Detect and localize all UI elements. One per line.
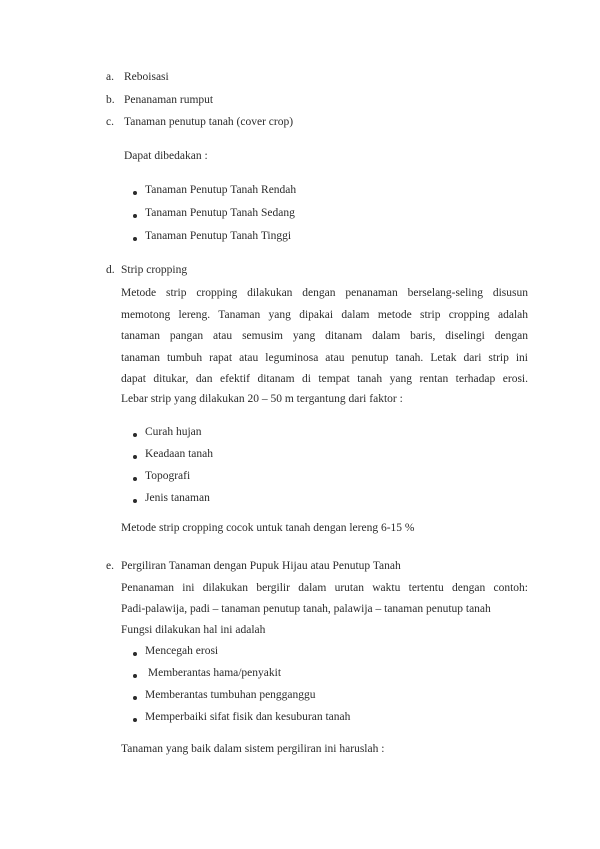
function-memperbaiki-sifat: Memperbaiki sifat fisik dan kesuburan tanah [145,711,351,723]
function-memberantas-hama: Memberantas hama/penyakit [145,667,282,679]
factor-keadaan-tanah: Keadaan tanah [145,448,214,460]
bullet-icon [133,696,137,700]
strip-paragraph-line-3: tanaman pangan atau semusim yang ditanam dalam baris, diselingi dengan [121,330,528,342]
rotation-paragraph-line-3: Fungsi dilakukan hal ini adalah [121,624,266,636]
strip-cropping-heading: Strip cropping [121,264,188,276]
strip-paragraph-line-4: tanaman tumbuh rapat atau leguminosa atau penutup tanah. Letak dari strip ini [121,352,528,364]
list-letter-a: a. [106,71,114,83]
factor-curah-hujan: Curah hujan [145,426,202,438]
bullet-icon [133,214,137,218]
strip-paragraph-line-6: Lebar strip yang dilakukan 20 – 50 m tergantung dari faktor : [121,393,403,405]
bullet-item-sedang: Tanaman Penutup Tanah Sedang [145,207,295,219]
strip-paragraph-line-1: Metode strip cropping dilakukan dengan penanaman berselang-seling disusun [121,287,528,299]
factor-topografi: Topografi [145,470,191,482]
bullet-icon [133,499,137,503]
list-letter-b: b. [106,94,115,106]
bullet-icon [133,674,137,678]
strip-paragraph-line-5: dapat ditukar, dan efektif ditanam di tempat tanah yang rentan terhadap erosi. [121,373,528,385]
function-mencegah-erosi: Mencegah erosi [145,645,219,657]
dapat-dibedakan-text: Dapat dibedakan : [124,150,208,162]
bullet-icon [133,237,137,241]
bullet-icon [133,477,137,481]
list-letter-e: e. [106,560,114,572]
list-letter-d: d. [106,264,115,276]
strip-paragraph-line-2: memotong lereng. Tanaman yang dipakai dalam metode strip cropping adalah [121,309,528,321]
list-item-reboisasi: Reboisasi [124,71,169,83]
list-item-cover-crop: Tanaman penutup tanah (cover crop) [124,116,294,128]
list-item-penanaman-rumput: Penanaman rumput [124,94,214,106]
rotation-paragraph-line-2: Padi-palawija, padi – tanaman penutup tanah, palawija – tanaman penutup tanah [121,603,491,615]
bullet-item-rendah: Tanaman Penutup Tanah Rendah [145,184,297,196]
list-letter-c: c. [106,116,114,128]
bullet-icon [133,718,137,722]
factor-jenis-tanaman: Jenis tanaman [145,492,210,504]
bullet-item-tinggi: Tanaman Penutup Tanah Tinggi [145,230,292,242]
bullet-icon [133,455,137,459]
function-memberantas-tumbuhan: Memberantas tumbuhan pengganggu [145,689,316,701]
bullet-icon [133,652,137,656]
strip-cropping-note: Metode strip cropping cocok untuk tanah dengan lereng 6-15 % [121,522,415,534]
rotation-closing-text: Tanaman yang baik dalam sistem pergiliran ini haruslah : [121,743,385,755]
bullet-icon [133,433,137,437]
bullet-icon [133,191,137,195]
rotation-paragraph-line-1: Penanaman ini dilakukan bergilir dalam urutan waktu tertentu dengan contoh: [121,582,528,594]
rotation-heading: Pergiliran Tanaman dengan Pupuk Hijau atau Penutup Tanah [121,560,401,572]
